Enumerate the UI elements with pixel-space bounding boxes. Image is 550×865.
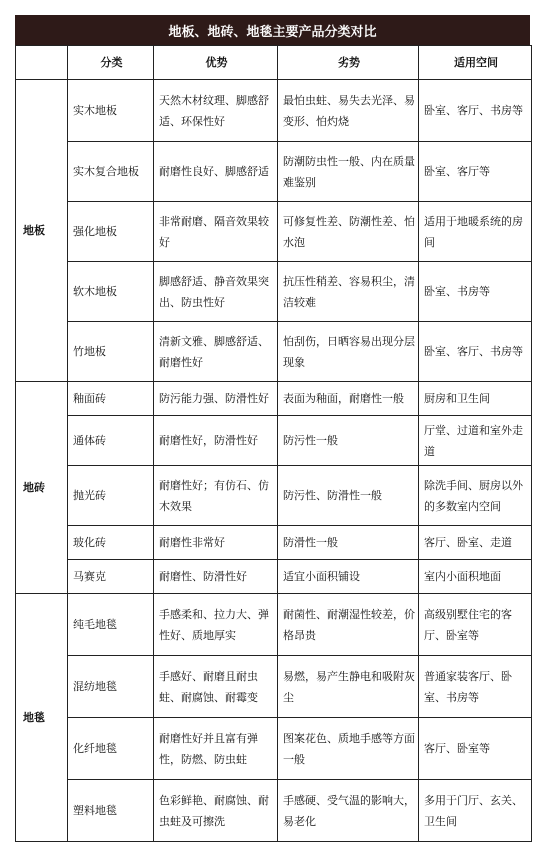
advantage-cell: 耐磨性好，防滑性好	[154, 416, 278, 466]
advantage-cell: 耐磨性、防滑性好	[154, 560, 278, 594]
type-cell: 竹地板	[68, 322, 154, 382]
space-cell: 卧室、客厅等	[419, 142, 532, 202]
advantage-cell: 耐磨性非常好	[154, 526, 278, 560]
space-cell: 厅堂、过道和室外走道	[419, 416, 532, 466]
disadvantage-cell: 易燃，易产生静电和吸附灰尘	[278, 656, 419, 718]
disadvantage-cell: 防污性、防滑性一般	[278, 466, 419, 526]
disadvantage-cell: 防污性一般	[278, 416, 419, 466]
table-row	[16, 142, 532, 202]
space-cell: 多用于门厅、玄关、卫生间	[419, 780, 532, 842]
disadvantage-cell: 表面为釉面，耐磨性一般	[278, 382, 419, 416]
table-row	[16, 322, 532, 382]
type-cell: 化纤地毯	[68, 718, 154, 780]
table-row	[16, 382, 532, 416]
header-category: 分类	[68, 46, 154, 80]
advantage-cell: 非常耐磨、隔音效果较好	[154, 202, 278, 262]
group-name-cell: 地板	[16, 80, 68, 382]
table-row	[16, 466, 532, 526]
type-cell: 混纺地毯	[68, 656, 154, 718]
space-cell: 室内小面积地面	[419, 560, 532, 594]
table-row	[16, 202, 532, 262]
table-row	[16, 718, 532, 780]
header-disadvantage: 劣势	[278, 46, 419, 80]
disadvantage-cell: 抗压性稍差、容易积尘，清洁较难	[278, 262, 419, 322]
header-advantage: 优势	[154, 46, 278, 80]
table-row	[16, 656, 532, 718]
advantage-cell: 防污能力强、防滑性好	[154, 382, 278, 416]
advantage-cell: 色彩鲜艳、耐腐蚀、耐虫蛀及可擦洗	[154, 780, 278, 842]
advantage-cell: 耐磨性良好、脚感舒适	[154, 142, 278, 202]
type-cell: 通体砖	[68, 416, 154, 466]
comparison-table	[15, 45, 532, 842]
type-cell: 塑料地毯	[68, 780, 154, 842]
space-cell: 普通家装客厅、卧室、书房等	[419, 656, 532, 718]
table-row	[16, 416, 532, 466]
disadvantage-cell: 手感硬、受气温的影响大，易老化	[278, 780, 419, 842]
table-row	[16, 262, 532, 322]
disadvantage-cell: 防滑性一般	[278, 526, 419, 560]
space-cell: 除洗手间、厨房以外的多数室内空间	[419, 466, 532, 526]
table-row	[16, 780, 532, 842]
advantage-cell: 天然木材纹理、脚感舒适、环保性好	[154, 80, 278, 142]
table-body	[16, 80, 532, 842]
header-space: 适用空间	[419, 46, 532, 80]
type-cell: 玻化砖	[68, 526, 154, 560]
space-cell: 客厅、卧室等	[419, 718, 532, 780]
space-cell: 卧室、客厅、书房等	[419, 322, 532, 382]
disadvantage-cell: 耐菌性、耐潮湿性较差，价格昂贵	[278, 594, 419, 656]
advantage-cell: 脚感舒适、静音效果突出、防虫性好	[154, 262, 278, 322]
type-cell: 抛光砖	[68, 466, 154, 526]
type-cell: 马赛克	[68, 560, 154, 594]
type-cell: 釉面砖	[68, 382, 154, 416]
space-cell: 高级别墅住宅的客厅、卧室等	[419, 594, 532, 656]
type-cell: 实木地板	[68, 80, 154, 142]
advantage-cell: 手感柔和、拉力大、弹性好、质地厚实	[154, 594, 278, 656]
disadvantage-cell: 防潮防虫性一般、内在质量难鉴别	[278, 142, 419, 202]
disadvantage-cell: 适宜小面积铺设	[278, 560, 419, 594]
table-row	[16, 526, 532, 560]
table-row	[16, 80, 532, 142]
disadvantage-cell: 可修复性差、防潮性差、怕水泡	[278, 202, 419, 262]
header-row	[16, 46, 532, 80]
disadvantage-cell: 最怕虫蛀、易失去光泽、易变形、怕灼烧	[278, 80, 419, 142]
type-cell: 实木复合地板	[68, 142, 154, 202]
space-cell: 客厅、卧室、走道	[419, 526, 532, 560]
advantage-cell: 耐磨性好；有仿石、仿木效果	[154, 466, 278, 526]
advantage-cell: 手感好、耐磨且耐虫蛀、耐腐蚀、耐霉变	[154, 656, 278, 718]
type-cell: 软木地板	[68, 262, 154, 322]
space-cell: 适用于地暖系统的房间	[419, 202, 532, 262]
group-name-cell: 地毯	[16, 594, 68, 842]
group-name-cell: 地砖	[16, 382, 68, 594]
header-blank	[16, 46, 68, 80]
space-cell: 卧室、书房等	[419, 262, 532, 322]
space-cell: 厨房和卫生间	[419, 382, 532, 416]
space-cell: 卧室、客厅、书房等	[419, 80, 532, 142]
advantage-cell: 清新文雅、脚感舒适、耐磨性好	[154, 322, 278, 382]
disadvantage-cell: 怕刮伤，日晒容易出现分层现象	[278, 322, 419, 382]
table-row	[16, 560, 532, 594]
table-row	[16, 594, 532, 656]
type-cell: 强化地板	[68, 202, 154, 262]
table-title: 地板、地砖、地毯主要产品分类对比	[15, 15, 530, 45]
disadvantage-cell: 图案花色、质地手感等方面一般	[278, 718, 419, 780]
type-cell: 纯毛地毯	[68, 594, 154, 656]
advantage-cell: 耐磨性好并且富有弹性，防燃、防虫蛀	[154, 718, 278, 780]
